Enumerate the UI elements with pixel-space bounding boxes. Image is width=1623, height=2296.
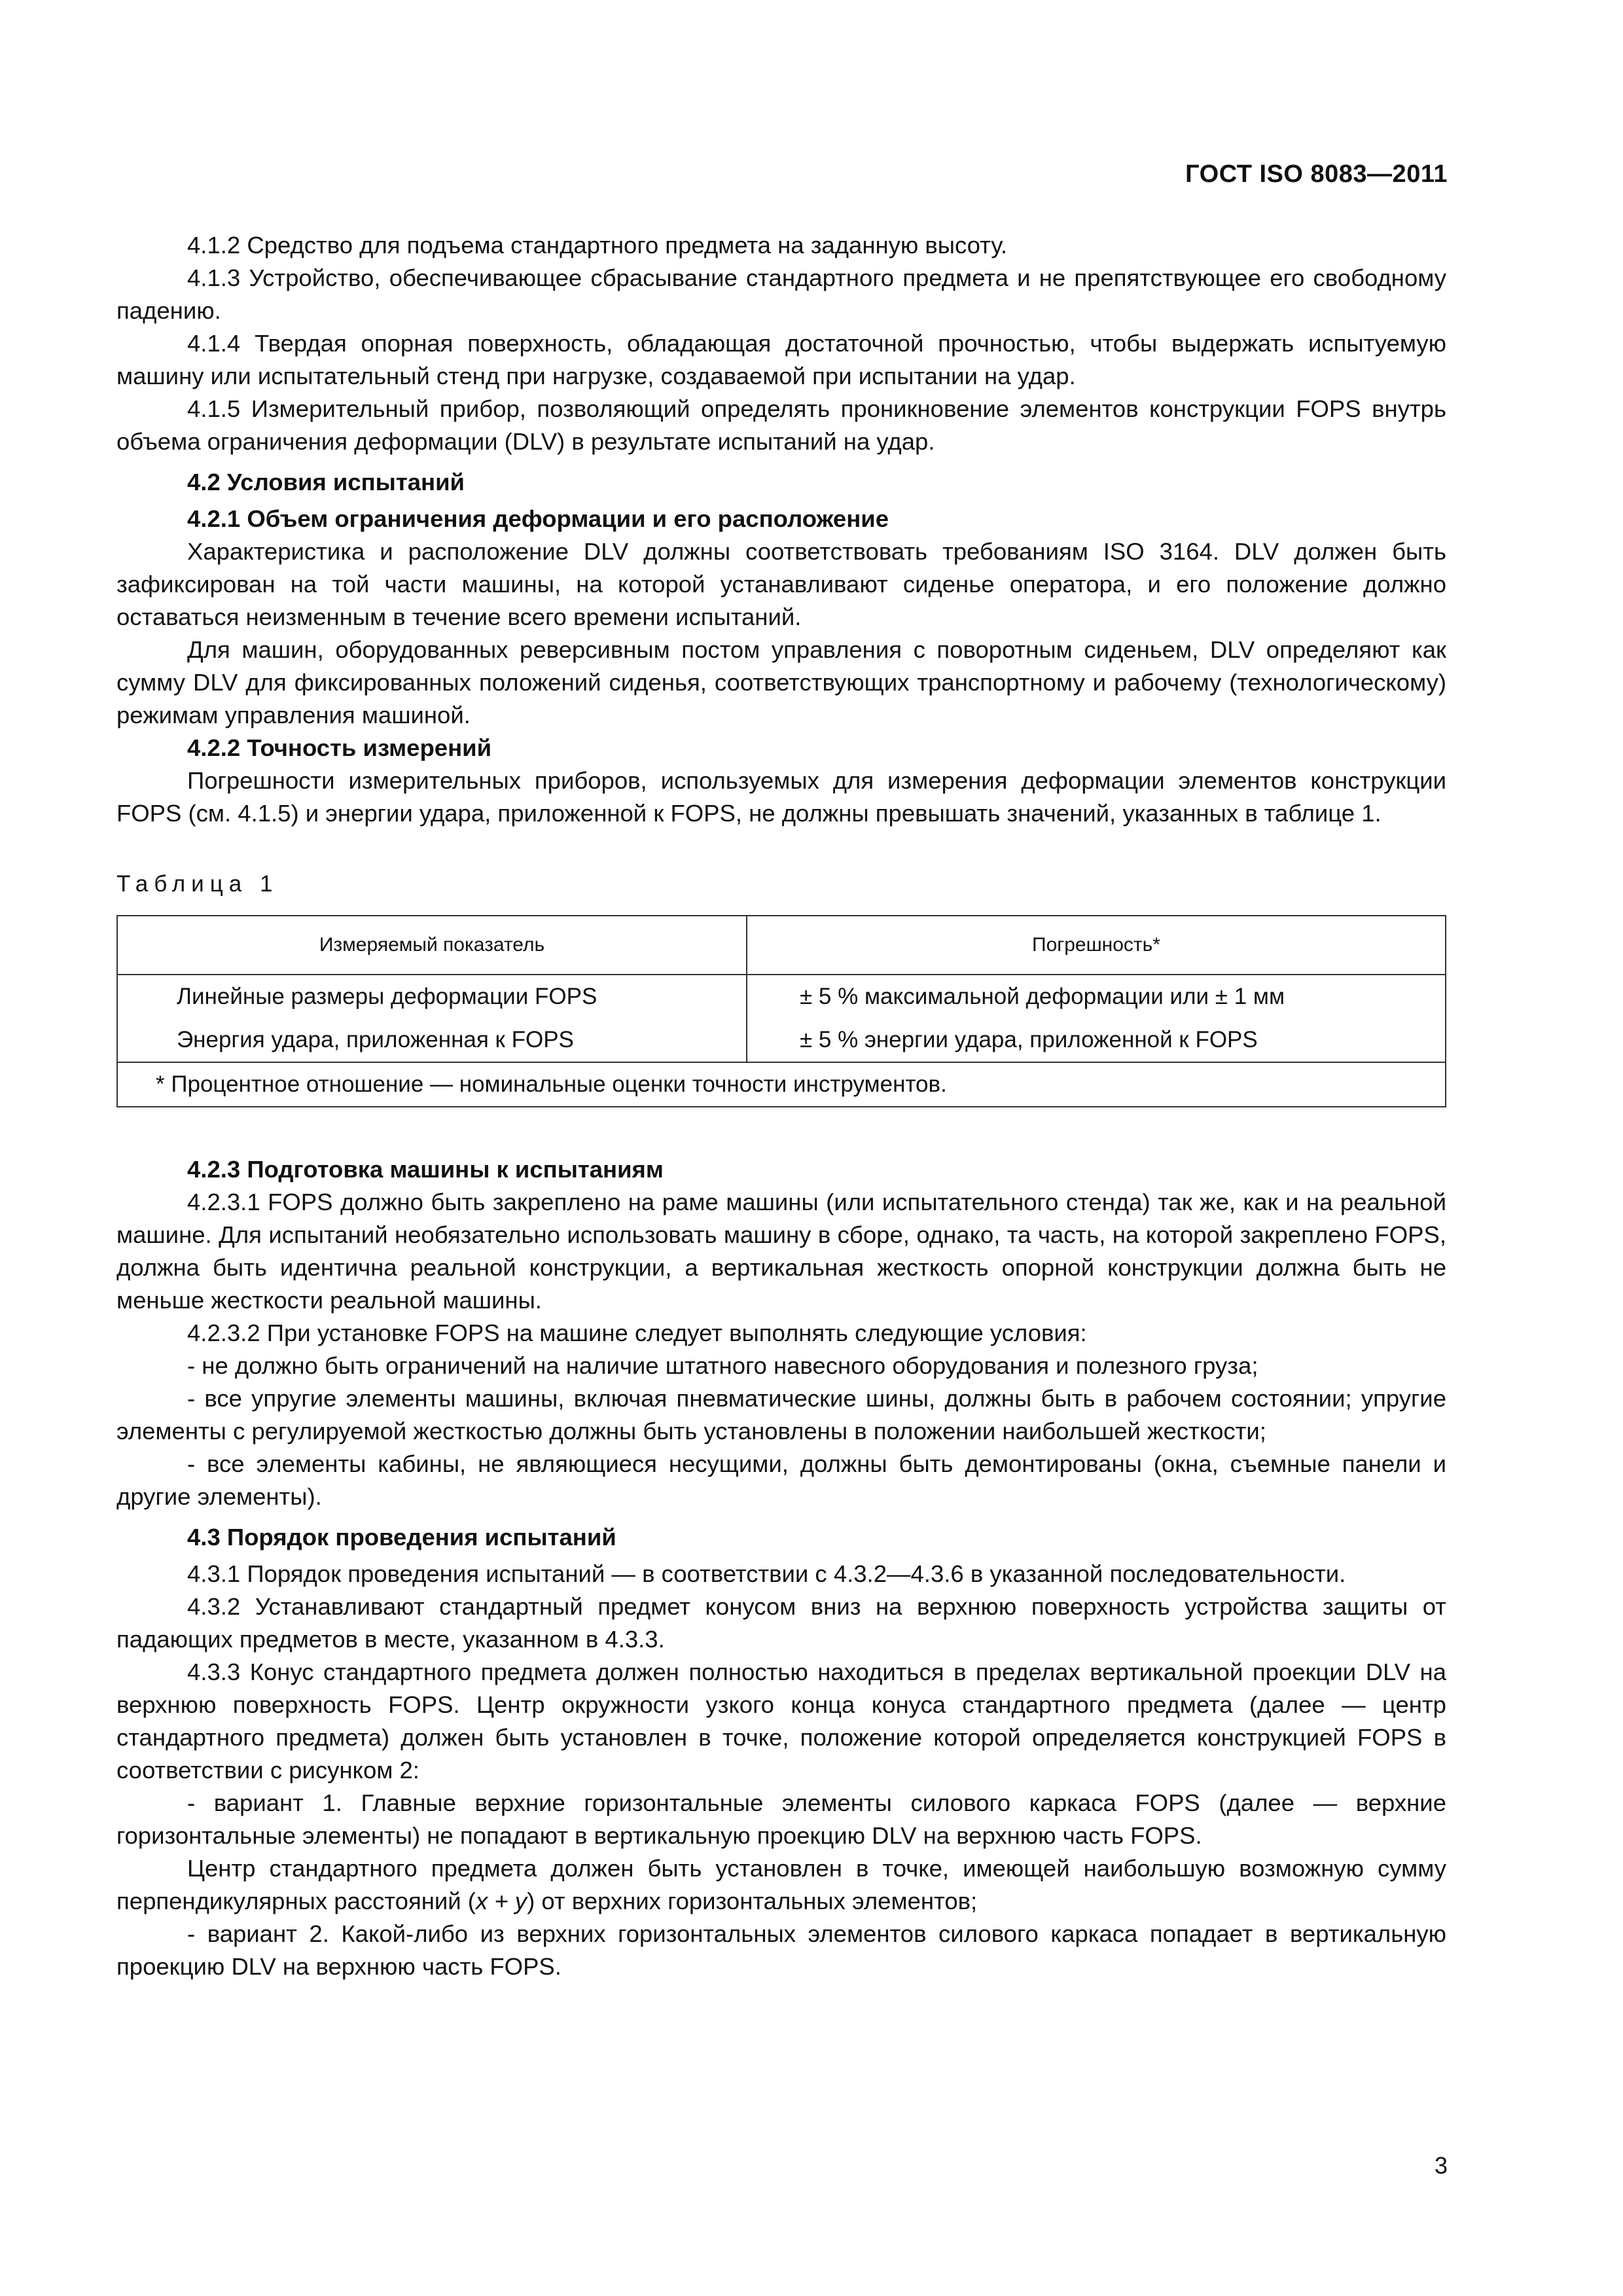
paragraph-4-1-5: 4.1.5 Измерительный прибор, позволяющий определять проникновение элементов конструкции FOPS внутрь объема ограничения деформации (DLV) в результате испытаний на удар. xyxy=(116,395,1446,455)
subsection-heading-4-2-3: 4.2.3 Подготовка машины к испытаниям xyxy=(187,1156,664,1183)
text-span: ) от верхних горизонтальных элементов; xyxy=(527,1888,978,1914)
text-span: Центр стандартного предмета должен быть установлен в точке, имеющей наибольшую возможную сумму перпендикулярных расстояний ( xyxy=(116,1855,1446,1914)
table-header-row xyxy=(117,916,1446,975)
subsection-heading-4-2-1: 4.2.1 Объем ограничения деформации и его расположение xyxy=(187,505,889,532)
paragraph-4-2-3-2: 4.2.3.2 При установке FOPS на машине следует выполнять следующие условия: xyxy=(187,1319,1087,1346)
paragraph-4-2-1-a: Характеристика и расположение DLV должны соответствовать требованиям ISO 3164. DLV должен быть зафиксирован на той части машины, на которой устанавливают сиденье оператора, и его положение должно оставаться неизменным в течение всего времени испытаний. xyxy=(116,538,1446,630)
table-caption: Таблица 1 xyxy=(116,871,279,897)
paragraph-4-3-1: 4.3.1 Порядок проведения испытаний — в соответствии с 4.3.2—4.3.6 в указанной последовательности. xyxy=(187,1560,1346,1587)
table-header-cell: Погрешность* xyxy=(747,916,1446,975)
formula-x-plus-y: x + y xyxy=(475,1888,527,1914)
table-header-cell: Измеряемый показатель xyxy=(117,916,747,975)
paragraph-4-3-2: 4.3.2 Устанавливают стандартный предмет конусом вниз на верхнюю поверхность устройства защиты от падающих предметов в месте, указанном в 4.3.3. xyxy=(116,1593,1446,1653)
table-row xyxy=(117,1018,1446,1062)
section-heading-4-3: 4.3 Порядок проведения испытаний xyxy=(187,1524,616,1551)
list-item: - все элементы кабины, не являющиеся несущими, должны быть демонтированы (окна, съемные панели и другие элементы). xyxy=(116,1450,1446,1510)
table-footnote: * Процентное отношение — номинальные оценки точности инструментов. xyxy=(117,1062,1446,1107)
table-footnote-row xyxy=(117,1062,1446,1107)
section-heading-4-2: 4.2 Условия испытаний xyxy=(187,469,465,495)
table-cell: Линейные размеры деформации FOPS xyxy=(117,975,747,1018)
table-cell: Энергия удара, приложенная к FOPS xyxy=(117,1018,747,1062)
list-item: - не должно быть ограничений на наличие штатного навесного оборудования и полезного груза; xyxy=(187,1352,1258,1379)
subsection-heading-4-2-2: 4.2.2 Точность измерений xyxy=(187,734,492,761)
paragraph-4-1-4: 4.1.4 Твердая опорная поверхность, обладающая достаточной прочностью, чтобы выдержать испытуемую машину или испытательный стенд при нагрузке, создаваемой при испытании на удар. xyxy=(116,330,1446,389)
table-cell: ± 5 % энергии удара, приложенной к FOPS xyxy=(747,1018,1446,1062)
list-item: - вариант 2. Какой-либо из верхних горизонтальных элементов силового каркаса попадает в вертикальную проекцию DLV на верхнюю часть FOPS. xyxy=(116,1920,1446,1980)
table-cell: ± 5 % максимальной деформации или ± 1 мм xyxy=(747,975,1446,1018)
list-item: - вариант 1. Главные верхние горизонтальные элементы силового каркаса FOPS (далее — верхние горизонтальные элементы) не попадают в вертикальную проекцию DLV на верхнюю часть FOPS. xyxy=(116,1789,1446,1849)
page-number: 3 xyxy=(1434,2152,1448,2179)
paragraph-4-1-2: 4.1.2 Средство для подъема стандартного предмета на заданную высоту. xyxy=(187,232,1008,259)
table-1 xyxy=(116,915,1446,1107)
paragraph-4-2-2: Погрешности измерительных приборов, используемых для измерения деформации элементов конструкции FOPS (см. 4.1.5) и энергии удара, приложенной к FOPS, не должны превышать значений, указанных в таблице 1. xyxy=(116,767,1446,827)
paragraph-4-3-3: 4.3.3 Конус стандартного предмета должен полностью находиться в пределах вертикальной проекции DLV на верхнюю поверхность FOPS. Центр окружности узкого конца конуса стандартного предмета (далее — центр стандартного предмета) должен быть установлен в точке, положение которой определяется конструкцией FOPS в соответствии с рисунком 2: xyxy=(116,1659,1446,1784)
paragraph-4-2-1-b: Для машин, оборудованных реверсивным постом управления с поворотным сиденьем, DLV определяют как сумму DLV для фиксированных положений сиденья, соответствующих транспортному и рабочему (технологическому) режимам управления машиной. xyxy=(116,636,1446,728)
paragraph-4-2-3-1: 4.2.3.1 FOPS должно быть закреплено на раме машины (или испытательного стенда) так же, как и на реальной машине. Для испытаний необязательно использовать машину в сборе, однако, та часть, на которой закреплено FOPS, должна быть идентична реальной конструкции, а вертикальная жесткость опорной конструкции должна быть не меньше жесткости реальной машины. xyxy=(116,1189,1446,1314)
page-content xyxy=(116,229,1446,1983)
table-row xyxy=(117,975,1446,1018)
list-item: - все упругие элементы машины, включая пневматические шины, должны быть в рабочем состоянии; упругие элементы с регулируемой жесткостью должны быть установлены в положении наибольшей жесткости; xyxy=(116,1385,1446,1444)
document-id-header: ГОСТ ISO 8083—2011 xyxy=(1185,160,1448,188)
paragraph-4-3-3-center xyxy=(116,1852,1446,1918)
paragraph-4-1-3: 4.1.3 Устройство, обеспечивающее сбрасывание стандартного предмета и не препятствующее его свободному падению. xyxy=(116,264,1446,324)
